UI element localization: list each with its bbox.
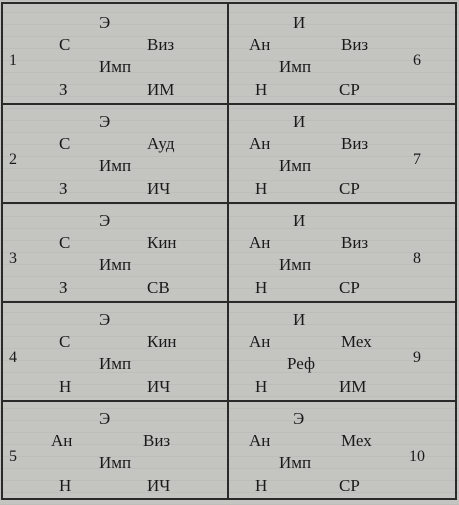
table-cell-8 [229, 202, 455, 301]
cell-middle-code: Имп [279, 156, 312, 175]
table-cell-6 [229, 4, 455, 103]
cell-top-letter: И [293, 112, 306, 131]
cell-bottom-right: СР [339, 278, 360, 297]
table-cell-9 [229, 301, 455, 400]
cell-bottom-right: СР [339, 476, 360, 495]
table-cell-7 [229, 103, 455, 202]
cell-top-letter: Э [99, 13, 111, 32]
cell-number: 4 [9, 349, 17, 366]
cell-right-code: Виз [147, 35, 175, 54]
cell-number: 9 [413, 349, 421, 366]
cell-middle-code: Имп [279, 255, 312, 274]
cell-middle-code: Имп [279, 453, 312, 472]
cell-right-code: Виз [341, 134, 369, 153]
cell-number: 7 [413, 151, 421, 168]
cell-left-code: Ан [249, 233, 271, 252]
cell-number: 8 [413, 250, 421, 267]
cell-middle-code: Имп [99, 354, 132, 373]
cell-bottom-right: СВ [147, 278, 170, 297]
type-table [1, 2, 457, 500]
cell-right-code: Виз [341, 233, 369, 252]
cell-left-code: Ан [249, 431, 271, 450]
cell-right-code: Мех [341, 431, 372, 450]
cell-top-letter: Э [99, 409, 111, 428]
cell-left-code: С [59, 134, 71, 153]
cell-bottom-right: ИЧ [147, 179, 171, 198]
cell-bottom-left: Н [255, 278, 268, 297]
cell-right-code: Кин [147, 233, 177, 252]
cell-bottom-left: З [59, 179, 68, 198]
cell-bottom-left: З [59, 278, 68, 297]
table-cell-5 [3, 400, 229, 499]
cell-number: 1 [9, 52, 17, 69]
cell-bottom-left: Н [59, 476, 72, 495]
cell-left-code: Ан [51, 431, 73, 450]
cell-bottom-left: Н [255, 80, 268, 99]
cell-bottom-left: Н [255, 476, 268, 495]
cell-number: 6 [413, 52, 421, 69]
cell-bottom-left: Н [255, 377, 268, 396]
cell-top-letter: И [293, 13, 306, 32]
cell-left-code: Ан [249, 35, 271, 54]
cell-left-code: С [59, 332, 71, 351]
cell-middle-code: Имп [99, 255, 132, 274]
cell-middle-code: Имп [99, 57, 132, 76]
cell-bottom-right: ИМ [339, 377, 367, 396]
cell-left-code: С [59, 233, 71, 252]
cell-middle-code: Имп [99, 453, 132, 472]
cell-bottom-right: СР [339, 80, 360, 99]
cell-middle-code: Имп [279, 57, 312, 76]
cell-bottom-left: Н [255, 179, 268, 198]
table-cell-1 [3, 4, 229, 103]
cell-top-letter: И [293, 211, 306, 230]
cell-top-letter: Э [293, 409, 305, 428]
cell-top-letter: Э [99, 112, 111, 131]
cell-bottom-right: СР [339, 179, 360, 198]
cell-left-code: Ан [249, 332, 271, 351]
cell-top-letter: Э [99, 310, 111, 329]
cell-right-code: Мех [341, 332, 372, 351]
cell-number: 2 [9, 151, 17, 168]
cell-right-code: Виз [341, 35, 369, 54]
cell-right-code: Ауд [147, 134, 175, 153]
table-cell-10 [229, 400, 455, 499]
cell-bottom-right: ИЧ [147, 377, 171, 396]
cell-left-code: С [59, 35, 71, 54]
cell-number: 3 [9, 250, 17, 267]
cell-left-code: Ан [249, 134, 271, 153]
cell-bottom-right: ИЧ [147, 476, 171, 495]
cell-middle-code: Реф [287, 354, 315, 373]
cell-middle-code: Имп [99, 156, 132, 175]
table-cell-2 [3, 103, 229, 202]
cell-number: 5 [9, 448, 17, 465]
cell-bottom-right: ИМ [147, 80, 175, 99]
cell-right-code: Кин [147, 332, 177, 351]
cell-number: 10 [409, 448, 425, 465]
cell-top-letter: И [293, 310, 306, 329]
cell-bottom-left: Н [59, 377, 72, 396]
table-cell-3 [3, 202, 229, 301]
cell-bottom-left: З [59, 80, 68, 99]
cell-right-code: Виз [143, 431, 171, 450]
table-cell-4 [3, 301, 229, 400]
cell-top-letter: Э [99, 211, 111, 230]
